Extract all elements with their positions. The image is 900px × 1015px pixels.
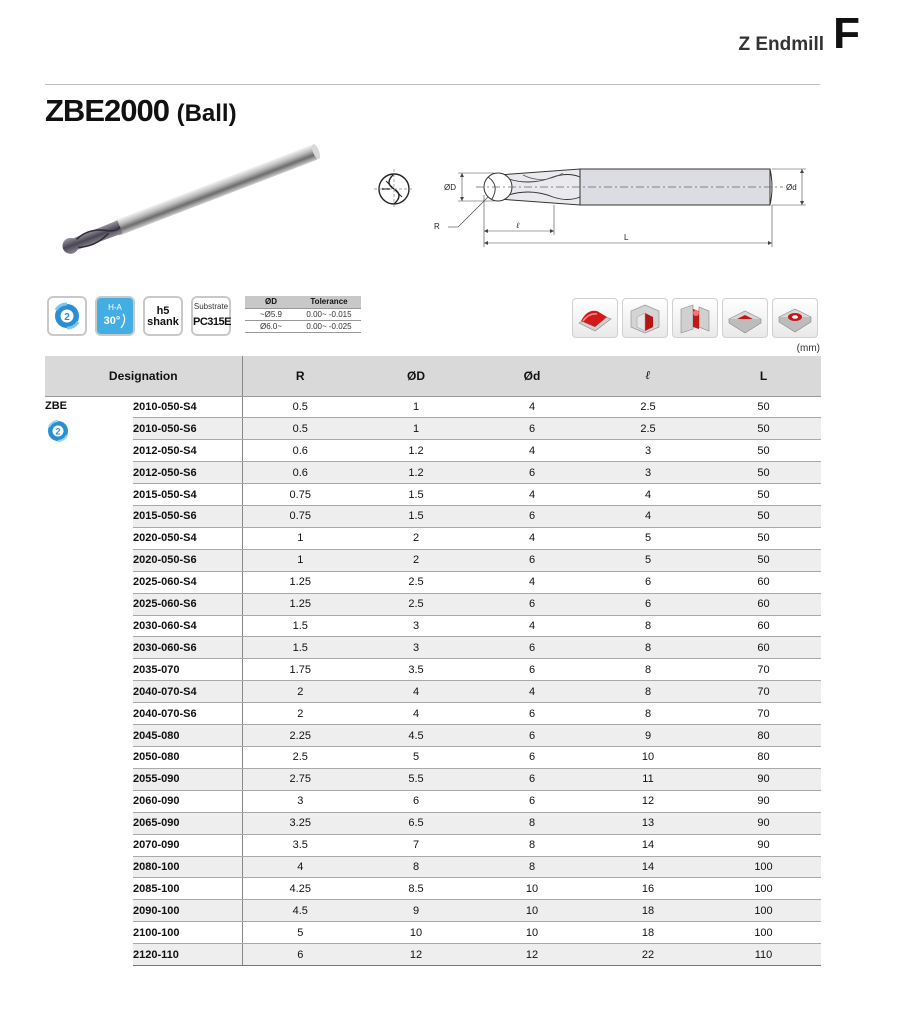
designation-code: 2045-080 [133,725,242,747]
diameter-value: 5 [358,747,474,769]
diameter-value: 8.5 [358,878,474,900]
tolerance-cell: 0.00~ -0.025 [297,320,361,332]
designation-code: 2055-090 [133,768,242,790]
flute-length-value: 16 [590,878,706,900]
radius-value: 0.6 [242,440,358,462]
shank-line1: h5 [156,305,170,317]
col-radius: R [242,356,358,396]
table-row [45,878,821,900]
product-name: ZBE2000 [45,93,169,128]
flute-count-badge [47,296,87,336]
two-flute-icon [49,298,85,334]
table-row [45,484,821,506]
flute-length-value: 6 [590,571,706,593]
table-row [45,900,821,922]
diameter-value: 1 [358,418,474,440]
radius-value: 1.5 [242,615,358,637]
dim-total-length-label: L [624,233,629,242]
designation-code: 2020-050-S6 [133,549,242,571]
flute-length-value: 8 [590,659,706,681]
shank-diameter-value: 4 [474,484,590,506]
flute-length-value: 11 [590,768,706,790]
table-row [45,834,821,856]
radius-value: 3.5 [242,834,358,856]
flute-length-value: 10 [590,747,706,769]
shank-diameter-value: 6 [474,703,590,725]
flute-length-value: 8 [590,703,706,725]
flute-length-value: 3 [590,440,706,462]
shank-diameter-value: 4 [474,527,590,549]
total-length-value: 50 [706,396,821,418]
table-row [45,747,821,769]
radius-value: 0.5 [242,418,358,440]
total-length-value: 70 [706,659,821,681]
total-length-value: 100 [706,922,821,944]
diameter-value: 6.5 [358,812,474,834]
diameter-value: 2 [358,549,474,571]
shank-diameter-value: 10 [474,900,590,922]
flute-length-value: 22 [590,944,706,966]
table-row [45,856,821,878]
diameter-value: 12 [358,944,474,966]
table-body [45,396,821,966]
total-length-value: 50 [706,440,821,462]
radius-value: 4.25 [242,878,358,900]
substrate-label: Substrate [193,302,229,311]
designation-code: 2015-050-S4 [133,484,242,506]
product-title [45,93,237,129]
flute-length-value: 18 [590,922,706,944]
tolerance-cell: ~Ø5.9 [245,308,297,320]
pocket-icon [622,298,668,338]
dim-shank-label: Ød [786,183,797,192]
table-row [45,527,821,549]
total-length-value: 110 [706,944,821,966]
shank-diameter-value: 8 [474,812,590,834]
shank-diameter-value: 6 [474,462,590,484]
diameter-value: 3 [358,637,474,659]
total-length-value: 50 [706,527,821,549]
technical-drawing [428,155,813,250]
diameter-value: 4 [358,681,474,703]
radius-value: 2.75 [242,768,358,790]
dim-od-label: ØD [444,183,456,192]
total-length-value: 50 [706,484,821,506]
diameter-value: 2 [358,527,474,549]
col-shank-diameter: Ød [474,356,590,396]
designation-code: 2085-100 [133,878,242,900]
radius-value: 4 [242,856,358,878]
radius-value: 0.75 [242,506,358,528]
ramping-icon [722,298,768,338]
helix-icon [97,298,133,334]
col-designation: Designation [45,356,242,396]
shank-diameter-value: 4 [474,571,590,593]
designation-code: 2025-060-S4 [133,571,242,593]
shank-diameter-value: 4 [474,681,590,703]
table-row [45,725,821,747]
plunging-icon [772,298,818,338]
total-length-value: 80 [706,747,821,769]
designation-code: 2010-050-S4 [133,396,242,418]
shank-diameter-value: 6 [474,506,590,528]
tolerance-cell: 0.00~ -0.015 [297,308,361,320]
total-length-value: 100 [706,856,821,878]
shank-diameter-value: 6 [474,593,590,615]
table-row [45,659,821,681]
helix-angle: 30° [103,315,121,327]
table-row [45,790,821,812]
shank-diameter-value: 6 [474,637,590,659]
radius-value: 4.5 [242,900,358,922]
shank-diameter-value: 4 [474,615,590,637]
total-length-value: 70 [706,681,821,703]
tolerance-table [245,296,361,333]
diameter-value: 1.5 [358,506,474,528]
designation-code: 2090-100 [133,900,242,922]
shank-diameter-value: 10 [474,878,590,900]
dim-flute-length-label: ℓ [516,221,520,230]
shank-diameter-value: 4 [474,440,590,462]
flute-length-value: 3 [590,462,706,484]
radius-value: 1.25 [242,593,358,615]
designation-code: 2030-060-S4 [133,615,242,637]
two-flute-icon [47,420,69,442]
radius-value: 0.5 [242,396,358,418]
diameter-value: 9 [358,900,474,922]
total-length-value: 100 [706,878,821,900]
radius-value: 3 [242,790,358,812]
product-variant: (Ball) [176,100,237,127]
shank-diameter-value: 6 [474,659,590,681]
family-cell [45,396,133,966]
table-row [45,922,821,944]
flute-length-value: 9 [590,725,706,747]
table-row [45,637,821,659]
diameter-value: 1.2 [358,440,474,462]
header-divider [45,84,820,85]
diameter-value: 2.5 [358,593,474,615]
slotting-icon [672,298,718,338]
flute-length-value: 18 [590,900,706,922]
shank-diameter-value: 6 [474,418,590,440]
shank-line2: shank [147,316,179,328]
flute-length-value: 5 [590,527,706,549]
table-row [45,812,821,834]
flute-length-value: 8 [590,615,706,637]
substrate-badge [191,296,231,336]
total-length-value: 60 [706,637,821,659]
shank-diameter-value: 10 [474,922,590,944]
shank-diameter-value: 6 [474,747,590,769]
flute-length-value: 8 [590,637,706,659]
designation-code: 2010-050-S6 [133,418,242,440]
radius-value: 1.75 [242,659,358,681]
radius-value: 2.25 [242,725,358,747]
section-letter: F [833,9,860,58]
endmill-photo [40,140,340,260]
shank-diameter-value: 6 [474,790,590,812]
table-row [45,768,821,790]
shank-tolerance-badge [143,296,183,336]
diameter-value: 4 [358,703,474,725]
shank-diameter-value: 4 [474,396,590,418]
flute-length-value: 4 [590,506,706,528]
diameter-value: 1.5 [358,484,474,506]
radius-value: 6 [242,944,358,966]
tolerance-header-tol: Tolerance [297,296,361,308]
family-name: ZBE [45,399,67,412]
designation-code: 2065-090 [133,812,242,834]
designation-code: 2060-090 [133,790,242,812]
dim-radius-label: R [434,222,440,231]
table-row [45,418,821,440]
designation-code: 2020-050-S4 [133,527,242,549]
designation-code: 2050-080 [133,747,242,769]
tolerance-cell: Ø6.0~ [245,320,297,332]
units-label: (mm) [796,343,820,354]
radius-value: 2 [242,703,358,725]
table-row [45,440,821,462]
flute-length-value: 14 [590,834,706,856]
radius-value: 1.5 [242,637,358,659]
designation-code: 2120-110 [133,944,242,966]
flute-length-value: 4 [590,484,706,506]
table-row [45,703,821,725]
diameter-value: 7 [358,834,474,856]
table-row [45,462,821,484]
flute-count: 2 [64,312,70,323]
table-row [45,549,821,571]
diameter-value: 3.5 [358,659,474,681]
radius-value: 3.25 [242,812,358,834]
table-row [45,593,821,615]
total-length-value: 60 [706,571,821,593]
flute-length-value: 12 [590,790,706,812]
designation-code: 2080-100 [133,856,242,878]
designation-code: 2012-050-S4 [133,440,242,462]
designation-code: 2015-050-S6 [133,506,242,528]
flute-length-value: 2.5 [590,418,706,440]
designation-code: 2030-060-S6 [133,637,242,659]
total-length-value: 50 [706,418,821,440]
col-flute-length: ℓ [590,356,706,396]
col-total-length: L [706,356,821,396]
total-length-value: 90 [706,768,821,790]
shoulder-milling-icon [572,298,618,338]
shank-diameter-value: 6 [474,725,590,747]
diameter-value: 3 [358,615,474,637]
radius-value: 5 [242,922,358,944]
diameter-value: 6 [358,790,474,812]
designation-code: 2040-070-S6 [133,703,242,725]
table-row [45,944,821,966]
flute-length-value: 8 [590,681,706,703]
total-length-value: 100 [706,900,821,922]
section-title: Z Endmill [738,34,824,55]
designation-code: 2100-100 [133,922,242,944]
col-diameter: ØD [358,356,474,396]
total-length-value: 90 [706,812,821,834]
radius-value: 0.6 [242,462,358,484]
designation-code: 2012-050-S6 [133,462,242,484]
total-length-value: 60 [706,593,821,615]
diameter-value: 1 [358,396,474,418]
tolerance-header-od: ØD [245,296,297,308]
radius-value: 2.5 [242,747,358,769]
radius-value: 1.25 [242,571,358,593]
total-length-value: 70 [706,703,821,725]
total-length-value: 90 [706,790,821,812]
table-row [45,396,821,418]
flute-length-value: 5 [590,549,706,571]
table-row [45,681,821,703]
diameter-value: 4.5 [358,725,474,747]
diameter-value: 10 [358,922,474,944]
diameter-value: 2.5 [358,571,474,593]
radius-value: 2 [242,681,358,703]
total-length-value: 50 [706,462,821,484]
helix-angle-badge [95,296,135,336]
total-length-value: 50 [706,549,821,571]
total-length-value: 60 [706,615,821,637]
diameter-value: 1.2 [358,462,474,484]
designation-code: 2040-070-S4 [133,681,242,703]
flute-length-value: 6 [590,593,706,615]
table-header-row [45,356,821,396]
shank-diameter-value: 6 [474,549,590,571]
table-row [45,506,821,528]
shank-diameter-value: 8 [474,856,590,878]
family-flute-count: 2 [55,426,61,436]
shank-diameter-value: 8 [474,834,590,856]
designation-code: 2070-090 [133,834,242,856]
flute-length-value: 14 [590,856,706,878]
table-row [45,615,821,637]
diameter-value: 8 [358,856,474,878]
end-view-diagram [372,167,416,211]
flute-length-value: 2.5 [590,396,706,418]
designation-table [45,356,821,966]
shank-diameter-value: 12 [474,944,590,966]
total-length-value: 80 [706,725,821,747]
total-length-value: 50 [706,506,821,528]
table-row [45,571,821,593]
radius-value: 1 [242,549,358,571]
substrate-value: PC315E [193,316,231,328]
flute-length-value: 13 [590,812,706,834]
designation-code: 2025-060-S6 [133,593,242,615]
helix-label: H-A [108,303,122,312]
total-length-value: 90 [706,834,821,856]
radius-value: 1 [242,527,358,549]
designation-code: 2035-070 [133,659,242,681]
radius-value: 0.75 [242,484,358,506]
diameter-value: 5.5 [358,768,474,790]
shank-diameter-value: 6 [474,768,590,790]
